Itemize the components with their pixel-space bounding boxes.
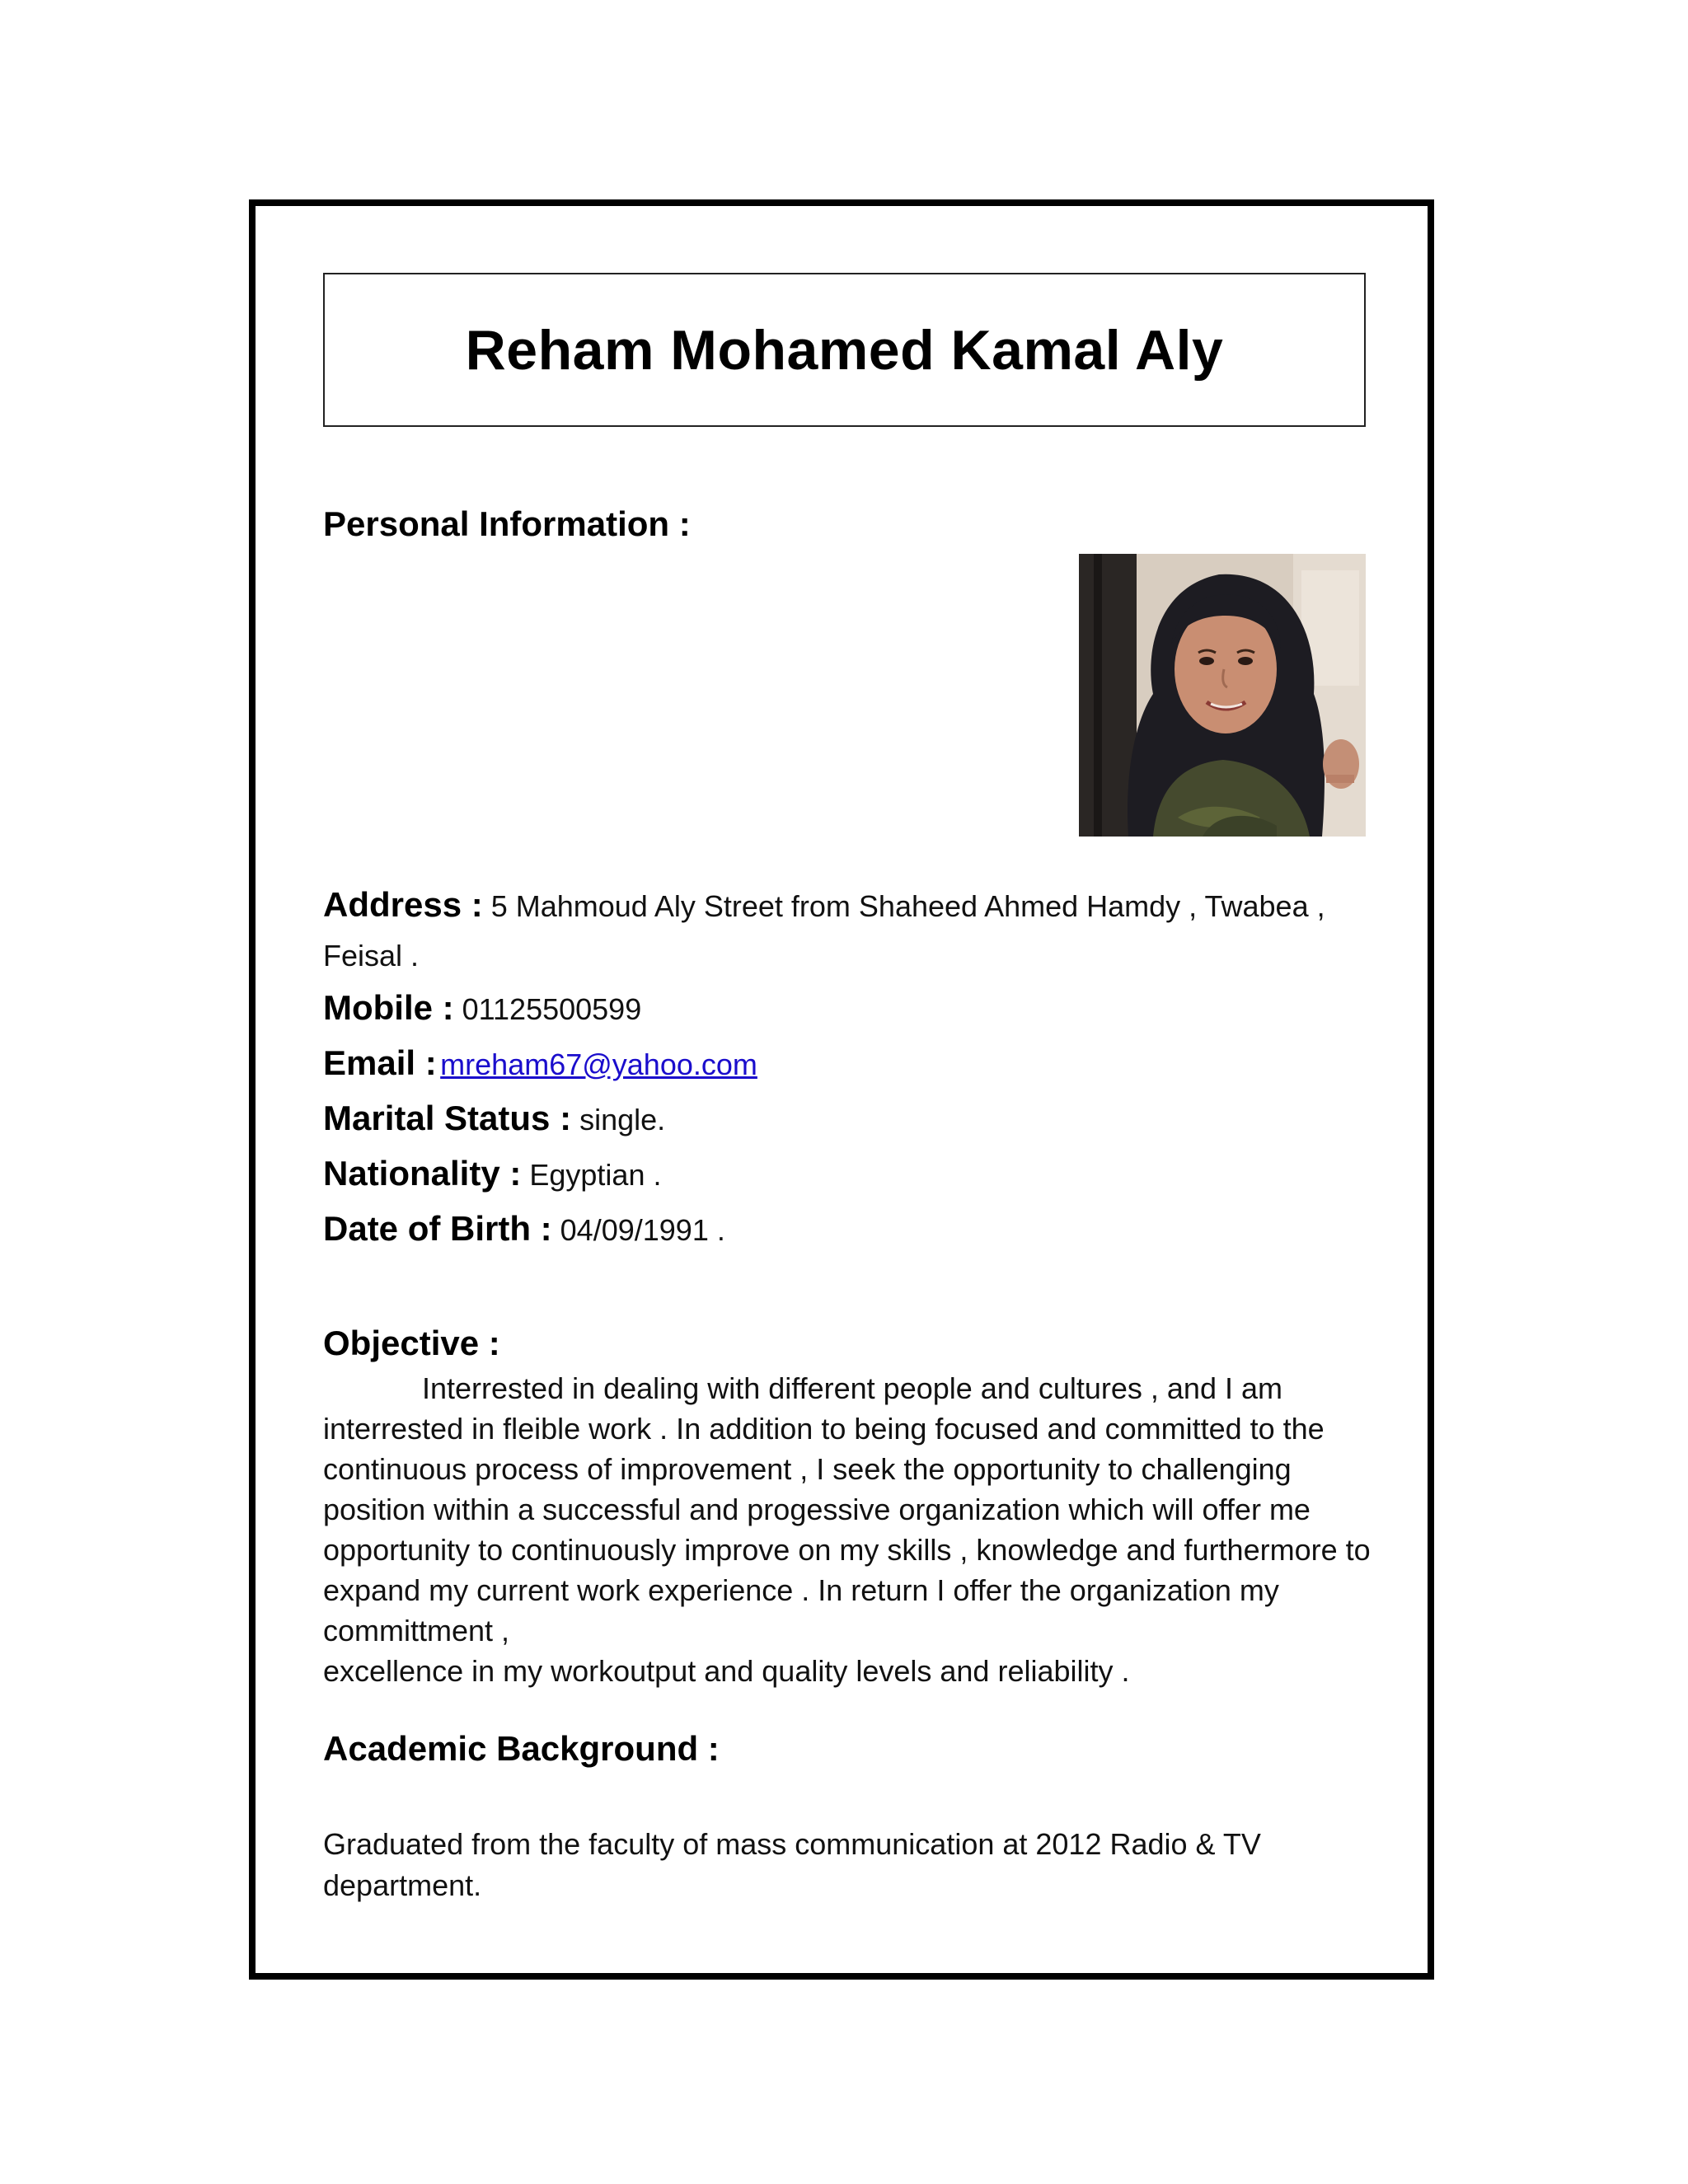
objective-closing-line: excellence in my workoutput and quality levels and reliability . (323, 1654, 1130, 1688)
email-link[interactable]: mreham67@yahoo.com (440, 1047, 757, 1081)
address-value: 5 Mahmoud Aly Street from Shaheed Ahmed Hamdy , Twabea , Feisal . (323, 889, 1325, 972)
marital-status-value: single. (571, 1103, 666, 1137)
academic-heading: Academic Background : (323, 1729, 720, 1768)
objective-paragraph: Interrested in dealing with different people and cultures , and I am interrested in fleible work . In addition to being focused and committed to the continuous process of improvement , I seek the opportunity to challenging position within a successful and progessive organization which will offer me opportunity to continuously improve on my skills , knowledge and furthermore to expand my current work experience . In return I offer the organization my committment , (323, 1371, 1371, 1647)
mobile-label: Mobile : (323, 988, 454, 1027)
marital-status-line (323, 1094, 1370, 1150)
profile-photo-image (1079, 554, 1366, 837)
email-line (323, 1039, 1370, 1094)
nationality-label: Nationality : (323, 1154, 522, 1193)
marital-status-label: Marital Status : (323, 1099, 572, 1137)
date-of-birth-line (323, 1205, 1370, 1260)
date-of-birth-value: 04/09/1991 . (551, 1213, 725, 1247)
date-of-birth-label: Date of Birth : (323, 1209, 552, 1248)
academic-text: Graduated from the faculty of mass communication at 2012 Radio & TV department. (323, 1827, 1261, 1902)
mobile-value: 01125500599 (453, 992, 642, 1026)
mobile-line (323, 984, 1370, 1039)
email-label: Email : (323, 1043, 437, 1082)
title-box (323, 273, 1366, 427)
nationality-line (323, 1150, 1370, 1205)
objective-body (323, 1368, 1374, 1691)
address-label: Address : (323, 885, 483, 924)
profile-photo (1079, 554, 1366, 837)
personal-info-block (323, 883, 1370, 1260)
nationality-value: Egyptian . (521, 1158, 662, 1192)
address-line (323, 883, 1370, 984)
page-title: Reham Mohamed Kamal Aly (465, 318, 1224, 382)
objective-heading: Objective : (323, 1324, 500, 1362)
personal-info-heading: Personal Information : (323, 504, 691, 543)
